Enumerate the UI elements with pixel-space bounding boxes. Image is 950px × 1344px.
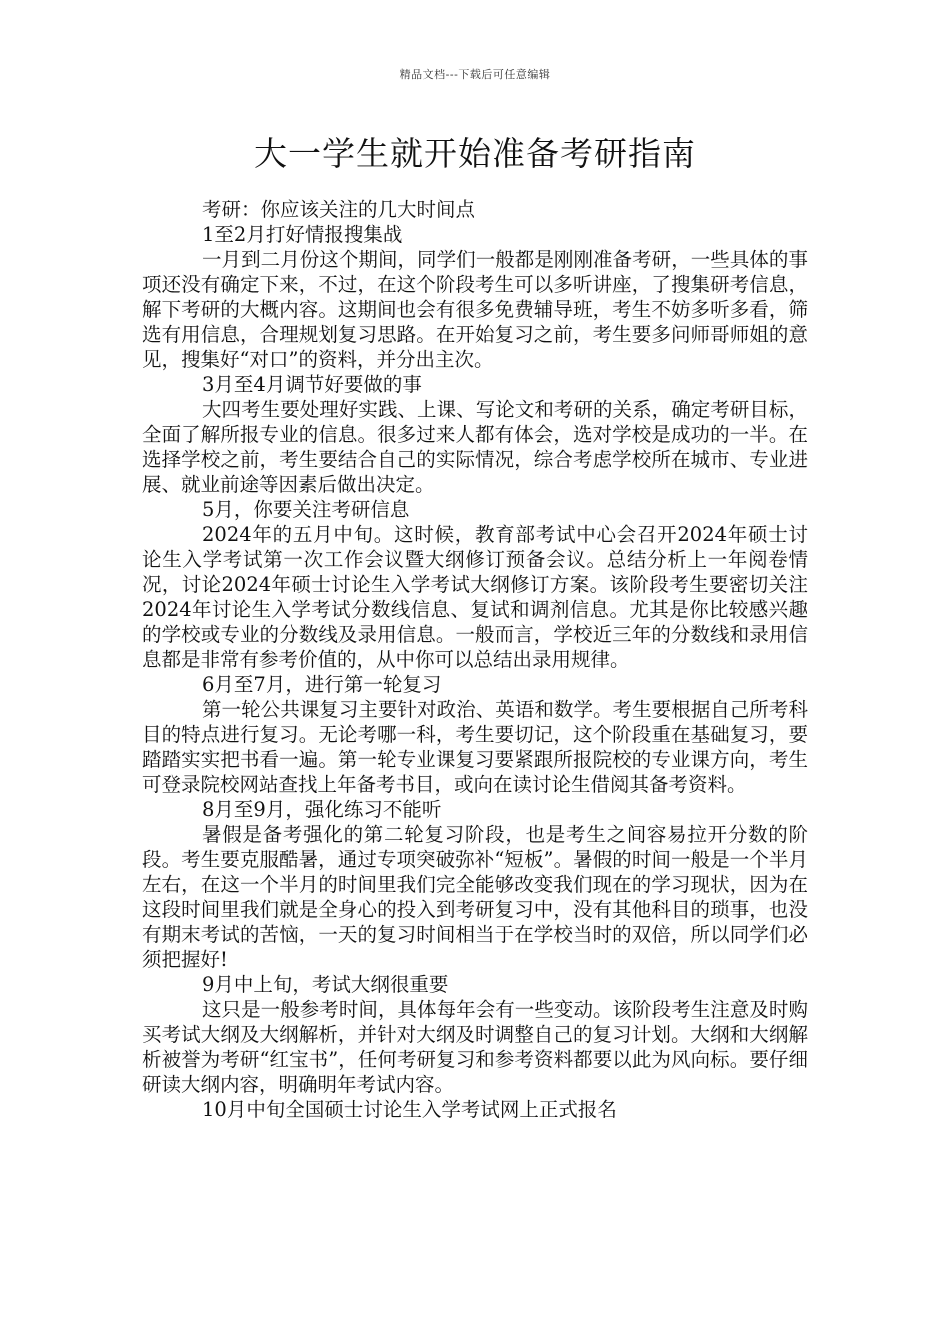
section-heading: 3月至4月调节好要做的事: [202, 373, 422, 396]
section-heading: 9月中上旬，考试大纲很重要: [202, 973, 449, 996]
body-paragraph: 大四考生要处理好实践、上课、写论文和考研的关系，确定考研目标，全面了解所报专业的信息。很多过来人都有体会，选对学校是成功的一半。在选择学校之前，考生要结合自己的实际情况，综合考虑学校所在城市、专业进展、就业前途等因素后做出决定。: [142, 398, 808, 496]
section-heading: 5月，你要关注考研信息: [202, 498, 410, 521]
body-paragraph: 一月到二月份这个期间，同学们一般都是刚刚准备考研，一些具体的事项还没有确定下来，不过，在这个阶段考生可以多听讲座，了搜集研考信息，解下考研的大概内容。这期间也会有很多免费辅导班，考生不妨多听多看，筛选有用信息，合理规划复习思路。在开始复习之前，考生要多问师哥师姐的意见，搜集好“对口”的资料，并分出主次。: [142, 248, 808, 371]
page-header: 精品文档---下载后可任意编辑: [399, 68, 551, 81]
section-heading: 1至2月打好情报搜集战: [202, 223, 403, 246]
body-paragraph: 第一轮公共课复习主要针对政治、英语和数学。考生要根据自己所考科目的特点进行复习。无论考哪一科，考生要切记，这个阶段重在基础复习，要踏踏实实把书看一遍。第一轮专业课复习要紧跟所报院校的专业课方向，考生可登录院校网站查找上年备考书目，或向在读讨论生借阅其备考资料。: [142, 698, 808, 796]
document-title: 大一学生就开始准备考研指南: [254, 134, 696, 173]
body-paragraph: 这只是一般参考时间，具体每年会有一些变动。该阶段考生注意及时购买考试大纲及大纲解析，并针对大纲及时调整自己的复习计划。大纲和大纲解析被誉为考研“红宝书”，任何考研复习和参考资料都要以此为风向标。要仔细研读大纲内容，明确明年考试内容。: [142, 998, 808, 1096]
section-heading: 10月中旬全国硕士讨论生入学考试网上正式报名: [202, 1098, 617, 1121]
section-heading: 8月至9月，强化练习不能听: [202, 798, 442, 821]
document-body: [142, 197, 808, 1122]
body-paragraph: 暑假是备考强化的第二轮复习阶段，也是考生之间容易拉开分数的阶段。考生要克服酷暑，通过专项突破弥补“短板”。暑假的时间一般是一个半月左右，在这一个半月的时间里我们完全能够改变我们现在的学习现状，因为在这段时间里我们就是全身心的投入到考研复习中，没有其他科目的琐事，也没有期末考试的苦恼，一天的复习时间相当于在学校当时的双倍，所以同学们必须把握好!: [142, 823, 808, 971]
section-heading: 6月至7月，进行第一轮复习: [202, 673, 442, 696]
section-intro: 考研：你应该关注的几大时间点: [202, 198, 476, 221]
body-paragraph: 2024年的五月中旬。这时候，教育部考试中心会召开2024年硕士讨论生入学考试第一次工作会议暨大纲修订预备会议。总结分析上一年阅卷情况，讨论2024年硕士讨论生入学考试大纲修订方案。该阶段考生要密切关注2024年讨论生入学考试分数线信息、复试和调剂信息。尤其是你比较感兴趣的学校或专业的分数线及录用信息。一般而言，学校近三年的分数线和录用信息都是非常有参考价值的，从中你可以总结出录用规律。: [142, 523, 808, 671]
